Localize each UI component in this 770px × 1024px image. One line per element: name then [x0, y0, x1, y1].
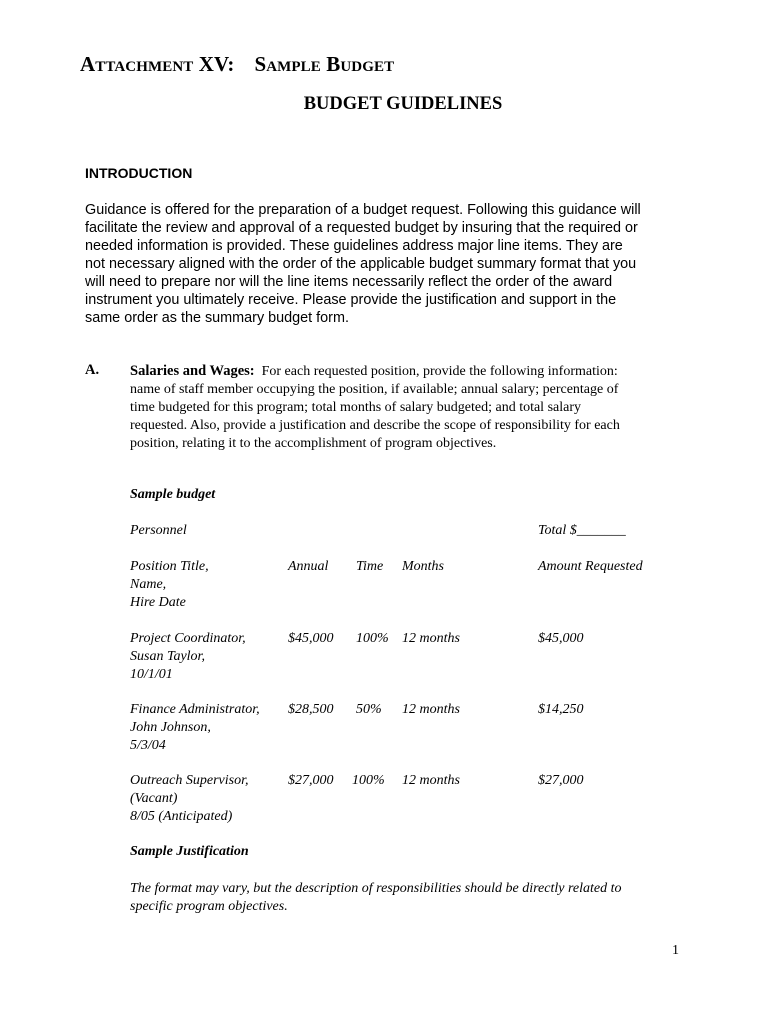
introduction-heading: INTRODUCTION [85, 165, 193, 181]
column-header-line: Position Title, [130, 559, 209, 574]
sample-justification-heading: Sample Justification [130, 844, 249, 859]
months-cell: 12 months [402, 631, 460, 646]
column-header-position [130, 558, 209, 612]
document-title [80, 52, 394, 77]
amount-cell: $27,000 [538, 773, 584, 788]
sample-budget-label: Sample Budget [254, 52, 395, 76]
sample-budget-heading: Sample budget [130, 487, 216, 502]
subtitle-text: BUDGET GUIDELINES [303, 94, 503, 114]
attachment-label: Attachment XV: [80, 52, 235, 76]
intro-line: facilitate the review and approval of a requested budget by insuring that the required or [85, 220, 638, 236]
column-header-line: Hire Date [130, 595, 186, 610]
staff-name: Susan Taylor, [130, 649, 205, 664]
annual-cell: $27,000 [288, 773, 334, 788]
staff-name: John Johnson, [130, 720, 211, 735]
section-a-line: name of staff member occupying the position, if available; annual salary; percentage of [130, 382, 619, 397]
column-header-line: Name, [130, 577, 167, 592]
time-cell: 100% [356, 631, 389, 646]
justification-line: specific program objectives. [130, 899, 288, 914]
document-subtitle [0, 94, 770, 115]
amount-cell: $14,250 [538, 702, 584, 717]
section-a-first-line [130, 362, 690, 381]
time-cell: 50% [356, 702, 382, 717]
column-header-time: Time [356, 559, 384, 574]
intro-line: instrument you ultimately receive. Please provide the justification and support in the [85, 292, 617, 308]
position-title: Project Coordinator, [130, 631, 246, 646]
hire-date: 5/3/04 [130, 738, 166, 753]
table-row-position [130, 772, 248, 826]
sample-justification-text [130, 880, 622, 916]
intro-line: not necessary aligned with the order of the applicable budget summary format that you [85, 256, 637, 272]
annual-cell: $45,000 [288, 631, 334, 646]
introduction-paragraph [85, 201, 685, 327]
months-cell: 12 months [402, 773, 460, 788]
section-a-title: Salaries and Wages: [130, 363, 255, 379]
section-a-line: position, relating it to the accomplishment of program objectives. [130, 436, 497, 451]
intro-line: will need to prepare nor will the line items necessarily reflect the order of the award [85, 274, 613, 290]
personnel-label: Personnel [130, 523, 187, 538]
total-label: Total $_______ [538, 523, 626, 538]
position-title: Outreach Supervisor, [130, 773, 249, 788]
months-cell: 12 months [402, 702, 460, 717]
table-row-position [130, 630, 246, 684]
annual-cell: $28,500 [288, 702, 334, 717]
column-header-months: Months [402, 559, 444, 574]
section-a-line: requested. Also, provide a justification and describe the scope of responsibility for each [130, 418, 620, 433]
hire-date: 8/05 (Anticipated) [130, 809, 233, 824]
staff-name: (Vacant) [130, 791, 178, 806]
section-a-first-line-text: For each requested position, provide the following information: [254, 364, 618, 379]
position-title: Finance Administrator, [130, 702, 260, 717]
column-header-annual: Annual [288, 559, 329, 574]
section-a-line: time budgeted for this program; total months of salary budgeted; and total salary [130, 400, 582, 415]
time-cell: 100% [352, 773, 385, 788]
intro-line: needed information is provided. These guidelines address major line items. They are [85, 238, 623, 254]
hire-date: 10/1/01 [130, 667, 173, 682]
column-header-amount: Amount Requested [538, 559, 643, 574]
page-number: 1 [672, 943, 679, 958]
intro-line: Guidance is offered for the preparation of a budget request. Following this guidance will [85, 202, 641, 218]
section-a-label: A. [85, 362, 100, 378]
table-row-position [130, 701, 260, 755]
amount-cell: $45,000 [538, 631, 584, 646]
intro-line: same order as the summary budget form. [85, 310, 349, 326]
justification-line: The format may vary, but the description of responsibilities should be directly related to [130, 881, 622, 896]
section-a-paragraph [130, 362, 690, 453]
